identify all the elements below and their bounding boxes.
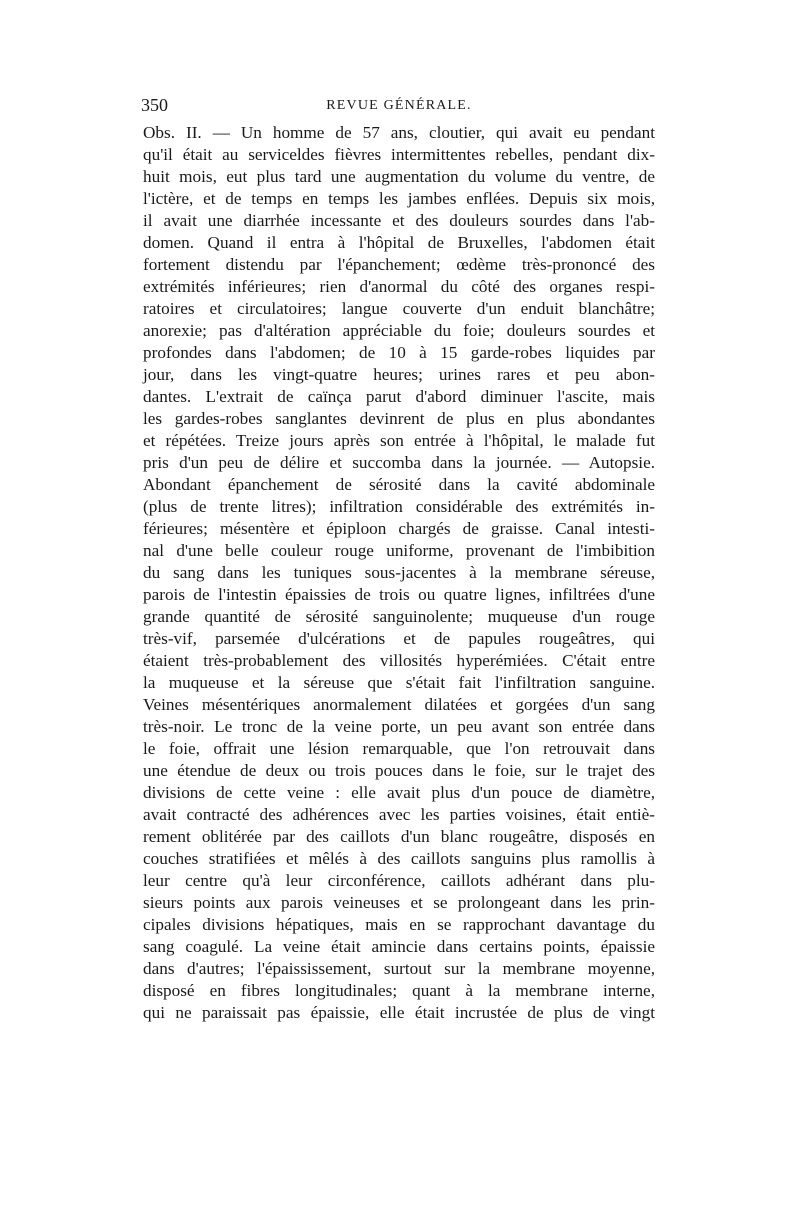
text-line: parois de l'intestin épaissies de trois ou quatre lignes, infiltrées d'une xyxy=(143,585,655,604)
text-line: profondes dans l'abdomen; de 10 à 15 garde-robes liquides par xyxy=(143,343,655,362)
text-line: cipales divisions hépatiques, mais en se rapprochant davantage du xyxy=(143,915,655,934)
text-line: sang coagulé. La veine était amincie dans certains points, épaissie xyxy=(143,937,655,956)
text-line: dantes. L'extrait de caïnça parut d'abord diminuer l'ascite, mais xyxy=(143,387,655,406)
text-line: il avait une diarrhée incessante et des douleurs sourdes dans l'ab- xyxy=(143,211,655,230)
text-line: couches stratifiées et mêlés à des caillots sanguins plus ramollis à xyxy=(143,849,655,868)
text-line: ratoires et circulatoires; langue couverte d'un enduit blanchâtre; xyxy=(143,299,655,318)
text-line: extrémités inférieures; rien d'anormal du côté des organes respi- xyxy=(143,277,655,296)
text-line: huit mois, eut plus tard une augmentation du volume du ventre, de xyxy=(143,167,655,186)
text-line: (plus de trente litres); infiltration considérable des extrémités in- xyxy=(143,497,655,516)
text-line: du sang dans les tuniques sous-jacentes à la membrane séreuse, xyxy=(143,563,655,582)
text-line: divisions de cette veine : elle avait plus d'un pouce de diamètre, xyxy=(143,783,655,802)
text-line: une étendue de deux ou trois pouces dans le foie, sur le trajet des xyxy=(143,761,655,780)
text-line: Abondant épanchement de sérosité dans la cavité abdominale xyxy=(143,475,655,494)
text-line: dans d'autres; l'épaississement, surtout sur la membrane moyenne, xyxy=(143,959,655,978)
text-line: très-noir. Le tronc de la veine porte, un peu avant son entrée dans xyxy=(143,717,655,736)
text-line: les gardes-robes sanglantes devinrent de plus en plus abondantes xyxy=(143,409,655,428)
text-line: pris d'un peu de délire et succomba dans la journée. — Autopsie. xyxy=(143,453,655,472)
text-line: avait contracté des adhérences avec les parties voisines, était entiè- xyxy=(143,805,655,824)
text-line: Veines mésentériques anormalement dilatées et gorgées d'un sang xyxy=(143,695,655,714)
running-title: REVUE GÉNÉRALE. xyxy=(326,98,472,113)
text-line: le foie, offrait une lésion remarquable, que l'on retrouvait dans xyxy=(143,739,655,758)
text-line: jour, dans les vingt-quatre heures; urines rares et peu abon- xyxy=(143,365,655,384)
text-line: nal d'une belle couleur rouge uniforme, provenant de l'imbibition xyxy=(143,541,655,560)
text-line: et répétées. Treize jours après son entrée à l'hôpital, le malade fut xyxy=(143,431,655,450)
text-line: fortement distendu par l'épanchement; œdème très-prononcé des xyxy=(143,255,655,274)
text-line: la muqueuse et la séreuse que s'était fait l'infiltration sanguine. xyxy=(143,673,655,692)
text-line: rement oblitérée par des caillots d'un blanc rougeâtre, disposés en xyxy=(143,827,655,846)
text-line: l'ictère, et de temps en temps les jambes enflées. Depuis six mois, xyxy=(143,189,655,208)
text-line: sieurs points aux parois veineuses et se prolongeant dans les prin- xyxy=(143,893,655,912)
text-line: très-vif, parsemée d'ulcérations et de papules rougeâtres, qui xyxy=(143,629,655,648)
text-line: leur centre qu'à leur circonférence, caillots adhérant dans plu- xyxy=(143,871,655,890)
text-line: qu'il était au serviceldes fièvres intermittentes rebelles, pendant dix- xyxy=(143,145,655,164)
page-number: 350 xyxy=(141,95,168,115)
text-line: Obs. II. — Un homme de 57 ans, cloutier, qui avait eu pendant xyxy=(143,123,655,142)
document-page xyxy=(143,92,655,1024)
text-line: disposé en fibres longitudinales; quant à la membrane interne, xyxy=(143,981,655,1000)
text-line: férieures; mésentère et épiploon chargés de graisse. Canal intesti- xyxy=(143,519,655,538)
text-line: anorexie; pas d'altération appréciable du foie; douleurs sourdes et xyxy=(143,321,655,340)
running-header xyxy=(143,92,655,118)
text-line: qui ne paraissait pas épaissie, elle était incrustée de plus de vingt xyxy=(143,1003,655,1022)
text-line: étaient très-probablement des villosités hyperémiées. C'était entre xyxy=(143,651,655,670)
text-line: grande quantité de sérosité sanguinolente; muqueuse d'un rouge xyxy=(143,607,655,626)
body-text xyxy=(143,122,655,1024)
text-line: domen. Quand il entra à l'hôpital de Bruxelles, l'abdomen était xyxy=(143,233,655,252)
